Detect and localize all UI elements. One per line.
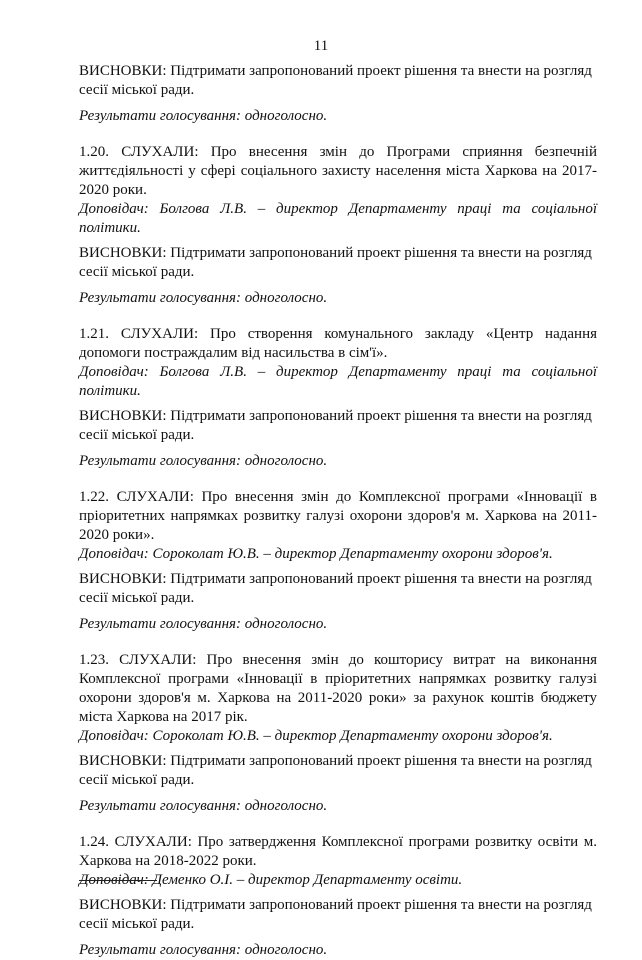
- heard-text: 1.22. СЛУХАЛИ: Про внесення змін до Комплексної програми «Інновації в пріоритетних напрямках розвитку галузі охорони здоров'я м. Харкова на 2011-2020 роки».: [79, 489, 597, 543]
- heard-text: 1.24. СЛУХАЛИ: Про затвердження Комплексної програми розвитку освіти м. Харкова на 2018-2022 роки.: [79, 834, 597, 869]
- agenda-item-1-20: [79, 143, 597, 308]
- vote-result: Результати голосування: одноголосно.: [79, 616, 328, 632]
- agenda-item-1-23: [79, 651, 597, 816]
- conclusion-text: ВИСНОВКИ: Підтримати запропонований проект рішення та внести на розгляд сесії міської ради.: [79, 63, 592, 98]
- intro-block: [79, 62, 597, 126]
- agenda-item-1-21: [79, 325, 597, 471]
- speaker-text: Доповідач: Болгова Л.В. – директор Департаменту праці та соціальної політики.: [79, 364, 597, 399]
- conclusion-text: ВИСНОВКИ: Підтримати запропонований проект рішення та внести на розгляд сесії міської ради.: [79, 753, 592, 788]
- conclusion-text: ВИСНОВКИ: Підтримати запропонований проект рішення та внести на розгляд сесії міської ради.: [79, 408, 592, 443]
- heard-text: 1.23. СЛУХАЛИ: Про внесення змін до кошторису витрат на виконання Комплексної програми «Інновації в пріоритетних напрямках розвитку галузі охорони здоров'я м. Харкова на 2011-2020 роки» за рахунок коштів бюджету міста Харкова на 2017 рік.: [79, 652, 597, 725]
- agenda-item-1-24: [79, 833, 597, 960]
- vote-result: Результати голосування: одноголосно.: [79, 798, 328, 814]
- footnote-divider: [79, 880, 157, 881]
- vote-result: Результати голосування: одноголосно.: [79, 942, 328, 958]
- document-body: [79, 62, 597, 960]
- vote-result: Результати голосування: одноголосно.: [79, 290, 328, 306]
- speaker-text: Доповідач: Болгова Л.В. – директор Департаменту праці та соціальної політики.: [79, 201, 597, 236]
- vote-result: Результати голосування: одноголосно.: [79, 108, 328, 124]
- speaker-text: Доповідач: Деменко О.І. – директор Департаменту освіти.: [79, 872, 463, 888]
- conclusion-text: ВИСНОВКИ: Підтримати запропонований проект рішення та внести на розгляд сесії міської ради.: [79, 897, 592, 932]
- heard-text: 1.20. СЛУХАЛИ: Про внесення змін до Програми сприяння безпечній життєдіяльності у сфері соціального захисту населення міста Харкова на 2017-2020 роки.: [79, 144, 597, 198]
- vote-result: Результати голосування: одноголосно.: [79, 453, 328, 469]
- agenda-item-1-22: [79, 488, 597, 634]
- speaker-text: Доповідач: Сороколат Ю.В. – директор Департаменту охорони здоров'я.: [79, 728, 553, 744]
- speaker-text: Доповідач: Сороколат Ю.В. – директор Департаменту охорони здоров'я.: [79, 546, 553, 562]
- page-number: 11: [313, 38, 329, 54]
- conclusion-text: ВИСНОВКИ: Підтримати запропонований проект рішення та внести на розгляд сесії міської ради.: [79, 571, 592, 606]
- conclusion-text: ВИСНОВКИ: Підтримати запропонований проект рішення та внести на розгляд сесії міської ради.: [79, 245, 592, 280]
- heard-text: 1.21. СЛУХАЛИ: Про створення комунального закладу «Центр надання допомоги постраждалим від насильства в сім'ї».: [79, 326, 597, 361]
